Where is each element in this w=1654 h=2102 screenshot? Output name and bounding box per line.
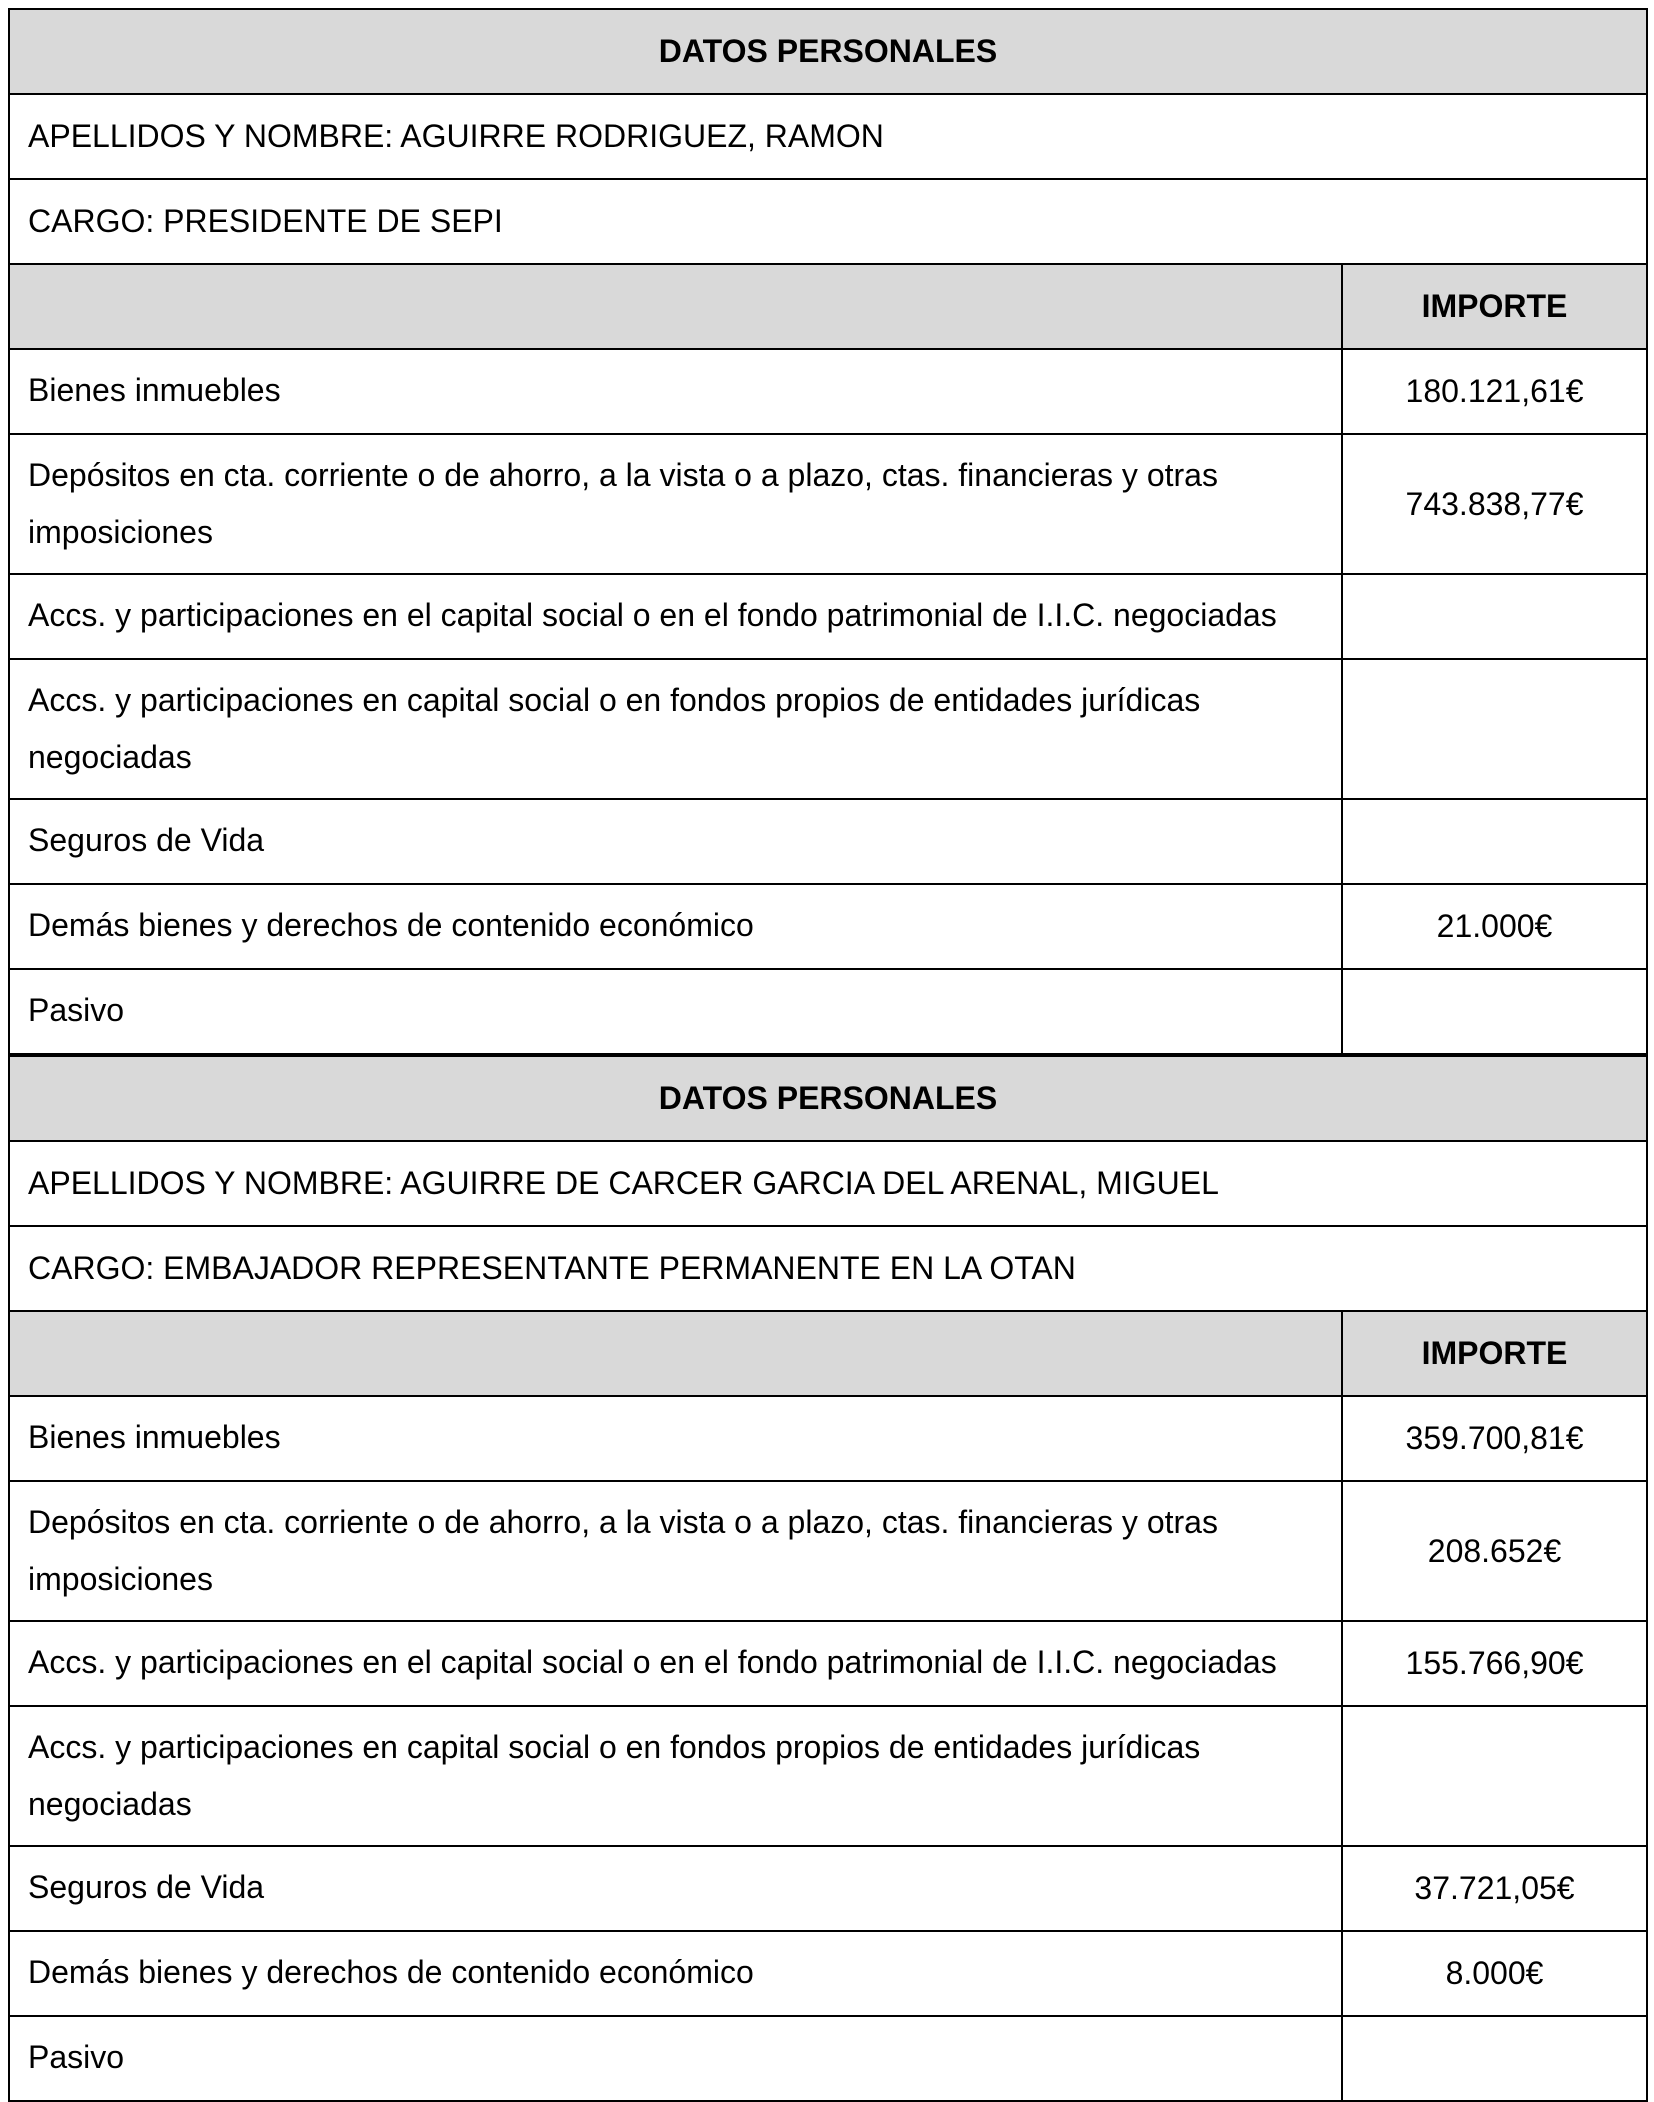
section-title: DATOS PERSONALES [9, 9, 1647, 94]
table-row [9, 659, 1647, 799]
amount-column-header: IMPORTE [1342, 264, 1647, 349]
section-header-row [9, 9, 1647, 94]
cargo-field: CARGO: PRESIDENTE DE SEPI [9, 179, 1647, 264]
section-header-row [9, 1056, 1647, 1141]
column-header-row [9, 264, 1647, 349]
row-label: Pasivo [9, 2016, 1342, 2101]
table-row [9, 799, 1647, 884]
row-amount [1342, 574, 1647, 659]
row-amount [1342, 969, 1647, 1054]
row-label: Pasivo [9, 969, 1342, 1054]
column-header-row [9, 1311, 1647, 1396]
declaration-table-2 [8, 1055, 1648, 2102]
row-amount: 180.121,61€ [1342, 349, 1647, 434]
table-row [9, 1931, 1647, 2016]
name-field: APELLIDOS Y NOMBRE: AGUIRRE DE CARCER GARCIA DEL ARENAL, MIGUEL [9, 1141, 1647, 1226]
table-row [9, 1396, 1647, 1481]
row-label: Bienes inmuebles [9, 1396, 1342, 1481]
label-column-header [9, 1311, 1342, 1396]
declaration-table-1 [8, 8, 1648, 1055]
row-amount: 359.700,81€ [1342, 1396, 1647, 1481]
row-amount: 21.000€ [1342, 884, 1647, 969]
row-label: Seguros de Vida [9, 1846, 1342, 1931]
row-label: Demás bienes y derechos de contenido económico [9, 1931, 1342, 2016]
row-label: Depósitos en cta. corriente o de ahorro, a la vista o a plazo, ctas. financieras y otras imposiciones [9, 434, 1342, 574]
table-row [9, 349, 1647, 434]
section-title: DATOS PERSONALES [9, 1056, 1647, 1141]
row-amount: 743.838,77€ [1342, 434, 1647, 574]
row-amount: 155.766,90€ [1342, 1621, 1647, 1706]
cargo-field: CARGO: EMBAJADOR REPRESENTANTE PERMANENTE EN LA OTAN [9, 1226, 1647, 1311]
table-row [9, 1846, 1647, 1931]
table-row [9, 884, 1647, 969]
row-amount [1342, 659, 1647, 799]
row-label: Accs. y participaciones en el capital social o en el fondo patrimonial de I.I.C. negociadas [9, 1621, 1342, 1706]
row-amount: 37.721,05€ [1342, 1846, 1647, 1931]
row-label: Seguros de Vida [9, 799, 1342, 884]
row-label: Accs. y participaciones en el capital social o en el fondo patrimonial de I.I.C. negociadas [9, 574, 1342, 659]
table-row [9, 1706, 1647, 1846]
cargo-row [9, 179, 1647, 264]
name-field: APELLIDOS Y NOMBRE: AGUIRRE RODRIGUEZ, RAMON [9, 94, 1647, 179]
amount-column-header: IMPORTE [1342, 1311, 1647, 1396]
row-amount: 208.652€ [1342, 1481, 1647, 1621]
table-row [9, 574, 1647, 659]
cargo-row [9, 1226, 1647, 1311]
row-amount [1342, 1706, 1647, 1846]
row-label: Accs. y participaciones en capital social o en fondos propios de entidades jurídicas negociadas [9, 659, 1342, 799]
table-row [9, 2016, 1647, 2101]
table-row [9, 1481, 1647, 1621]
table-row [9, 434, 1647, 574]
name-row [9, 94, 1647, 179]
row-label: Demás bienes y derechos de contenido económico [9, 884, 1342, 969]
row-amount [1342, 2016, 1647, 2101]
row-amount: 8.000€ [1342, 1931, 1647, 2016]
row-amount [1342, 799, 1647, 884]
name-row [9, 1141, 1647, 1226]
table-row [9, 1621, 1647, 1706]
label-column-header [9, 264, 1342, 349]
row-label: Depósitos en cta. corriente o de ahorro, a la vista o a plazo, ctas. financieras y otras imposiciones [9, 1481, 1342, 1621]
table-row [9, 969, 1647, 1054]
row-label: Accs. y participaciones en capital social o en fondos propios de entidades jurídicas negociadas [9, 1706, 1342, 1846]
row-label: Bienes inmuebles [9, 349, 1342, 434]
